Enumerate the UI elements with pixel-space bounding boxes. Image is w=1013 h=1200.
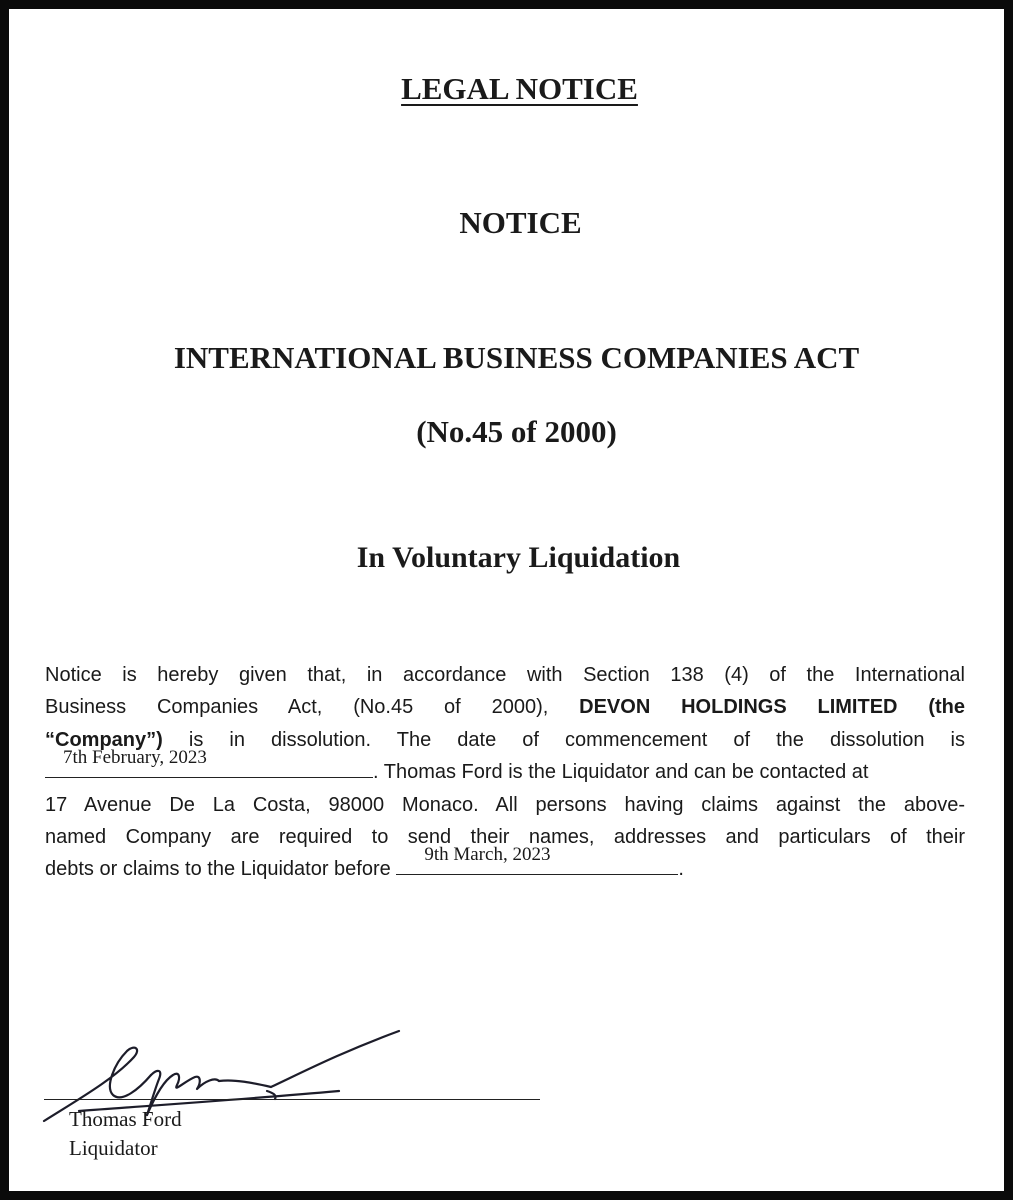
commencement-date: 7th February, 2023: [63, 746, 207, 768]
body-line-7-end: .: [678, 858, 684, 881]
company-name: DEVON HOLDINGS LIMITED (the: [579, 696, 965, 719]
legal-notice-heading: LEGAL NOTICE: [401, 71, 638, 106]
signatory-title: Liquidator: [69, 1136, 158, 1160]
legal-notice-page: [9, 9, 1004, 1191]
claims-deadline: 9th March, 2023: [424, 843, 551, 865]
company-defined-term: “Company”): [45, 728, 163, 751]
commencement-date-blank: [45, 746, 373, 778]
body-line-5: 17 Avenue De La Costa, 98000 Monaco. All persons having claims against the above-: [45, 793, 965, 816]
body-line-4-text: . Thomas Ford is the Liquidator and can be contacted at: [373, 761, 869, 784]
body-line-4: [45, 746, 965, 788]
body-line-3-text: is in dissolution. The date of commencement of the dissolution is: [188, 728, 966, 751]
body-line-7-text: debts or claims to the Liquidator before: [45, 858, 391, 881]
signature-line: [44, 1099, 540, 1100]
body-line-7: [45, 843, 965, 885]
claims-deadline-blank: [396, 843, 678, 875]
act-number: (No.45 of 2000): [416, 414, 617, 449]
body-line-6: named Company are required to send their names, addresses and particulars of their: [45, 825, 965, 848]
signatory-name: Thomas Ford: [69, 1107, 182, 1131]
notice-heading: NOTICE: [459, 205, 582, 240]
act-title: INTERNATIONAL BUSINESS COMPANIES ACT: [173, 340, 860, 375]
body-line-2-text: Business Companies Act, (No.45 of 2000),: [45, 696, 549, 719]
body-line-2: [45, 691, 965, 723]
body-line-1: Notice is hereby given that, in accordance with Section 138 (4) of the International: [45, 664, 965, 686]
notice-body: [45, 659, 965, 886]
liquidation-subtitle: In Voluntary Liquidation: [356, 541, 681, 574]
